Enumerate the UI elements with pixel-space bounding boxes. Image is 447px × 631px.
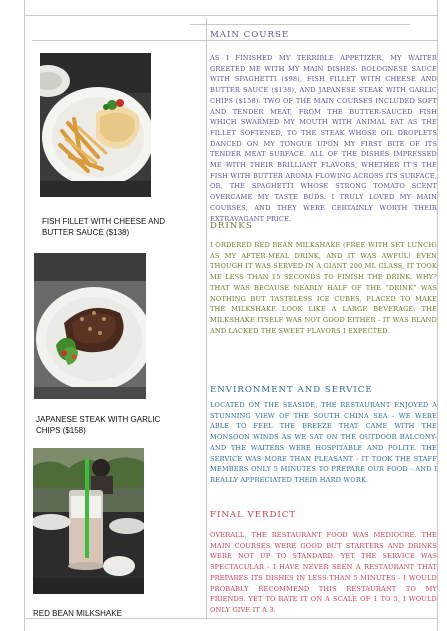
guide-line-column bbox=[206, 18, 207, 618]
environment-heading: ENVIRONMENT AND SERVICE bbox=[210, 385, 373, 395]
japanese-steak-illustration bbox=[34, 253, 146, 399]
drinks-paragraph: I ORDERED RED BEAN MILKSHAKE (FREE WITH SET LUNCH) AS MY AFTER-MEAL DRINK, AND IT WAS AWFUL! EVEN THOUGH IT WAS SERVED IN A GIANT 200 ML GLASS, IT TOOK ME LESS THAN 15 SECONDS TO FINISH THE DRINK. WHY? THAT WAS BECAUSE NEARLY HALF OF THE “DRINK” WAS NOTHING BUT TASTELESS ICE CUBES, PLACED TO MAKE THE MILKSHAKE LOOK LIKE A LARGE BEVERAGE. THE MILKSHAKE ITSELF WAS NOT GOOD EITHER - IT WAS BLAND AND LACKED THE SWEET FLAVORS I EXPECTED. bbox=[210, 241, 437, 335]
japanese-steak-caption: JAPANESE STEAK WITH GARLIC CHIPS ($158) bbox=[36, 415, 161, 435]
japanese-steak-photo bbox=[34, 253, 146, 399]
final-verdict-paragraph: OVERALL, THE RESTAURANT FOOD WAS MEDIOCRE. THE MAIN COURSES WERE GOOD BUT STARTERS AND DRINKS WERE NOT UP TO STANDARD. YET THE SERVICE WAS SPECTACULAR - I HAVE NEVER SEEN A RESTAURANT THAT PREPARES ITS DISHES IN LESS THAN 5 MINUTES - I WOULD PROBABLY RECOMMEND THIS RESTAURANT TO MY FRIENDS. YET TO RATE IT ON A SCALE OF 1 TO 5, I WOULD ONLY GIVE IT A 3. bbox=[210, 531, 437, 614]
red-bean-milkshake-photo bbox=[33, 448, 144, 594]
environment-paragraph: LOCATED ON THE SEASIDE, THE RESTAURANT ENJOYED A STUNNING VIEW OF THE SOUTH CHINA SEA - WE WERE ABLE TO FEEL THE BREEZE THAT CAME WITH THE MONSOON WINDS AS WE SAT ON THE OUTDOOR BALCONY- AND THE WAITERS WERE HOSPITABLE AND POLITE. THE SERVICE WAS MORE THAN PLEASANT - IT TOOK THE STAFF MEMBERS ONLY 5 MINUTES TO PREPARE OUR FOOD - AND I REALLY APPRECIATED THEIR HARD WORK. bbox=[210, 401, 437, 484]
main-course-paragraph: AS I FINISHED MY TERRIBLE APPETIZER, MY WAITER GREETED ME WITH MY MAIN DISHES: BOLOGNESE SAUCE WITH SPAGHETTI ($98), FISH FILLET WITH CHEESE AND BUTTER SAUCE ($138), AND JAPANESE STEAK WITH GARLIC CHIPS ($158). TWO OF THE MAIN COURSES INCLUDED SOFT AND TENDER MEAT, FROM THE BUTTER-SAUCED FISH WHICH SWARMED MY MOUTH WITH ANIMAL FAT AS THE FILLET SOFTENED, TO THE STEAK WHOSE OIL DROPLETS DANCED ON MY TONGUE UPON MY FIRST BITE OF ITS TENDER MEAT SURFACE. ALL OF THE DISHES IMPRESSED ME WITH THEIR BRILLIANT FLAVORS, WHETHER IT’S THE FISH WITH BUTTER AROMA FLOWING ACROSS ITS SURFACE, OR, THE SPAGHETTI WHOSE STRONG TOMATO SCENT OVERCAME MY TASTE BUDS. I TRULY LOVED MY MAIN COURSES, AND THEY WERE CERTAINLY WORTH THEIR EXTRAVAGANT PRICE. bbox=[210, 54, 437, 223]
fish-fillet-photo bbox=[40, 53, 151, 197]
main-course-heading: MAIN COURSE bbox=[210, 30, 290, 40]
guide-line-header bbox=[32, 40, 437, 41]
guide-line-top bbox=[24, 15, 438, 16]
guide-line-top-inner bbox=[190, 24, 410, 25]
final-verdict-heading: FINAL VERDICT bbox=[210, 510, 297, 520]
guide-line-left bbox=[24, 0, 25, 631]
fish-fillet-illustration bbox=[40, 53, 151, 197]
guide-line-right bbox=[437, 0, 438, 631]
red-bean-milkshake-caption: RED BEAN MILKSHAKE bbox=[33, 609, 122, 618]
red-bean-milkshake-illustration bbox=[33, 448, 144, 594]
drinks-heading: DRINKS bbox=[210, 221, 253, 231]
fish-fillet-caption: FISH FILLET WITH CHEESE AND BUTTER SAUCE ($138) bbox=[42, 217, 165, 237]
